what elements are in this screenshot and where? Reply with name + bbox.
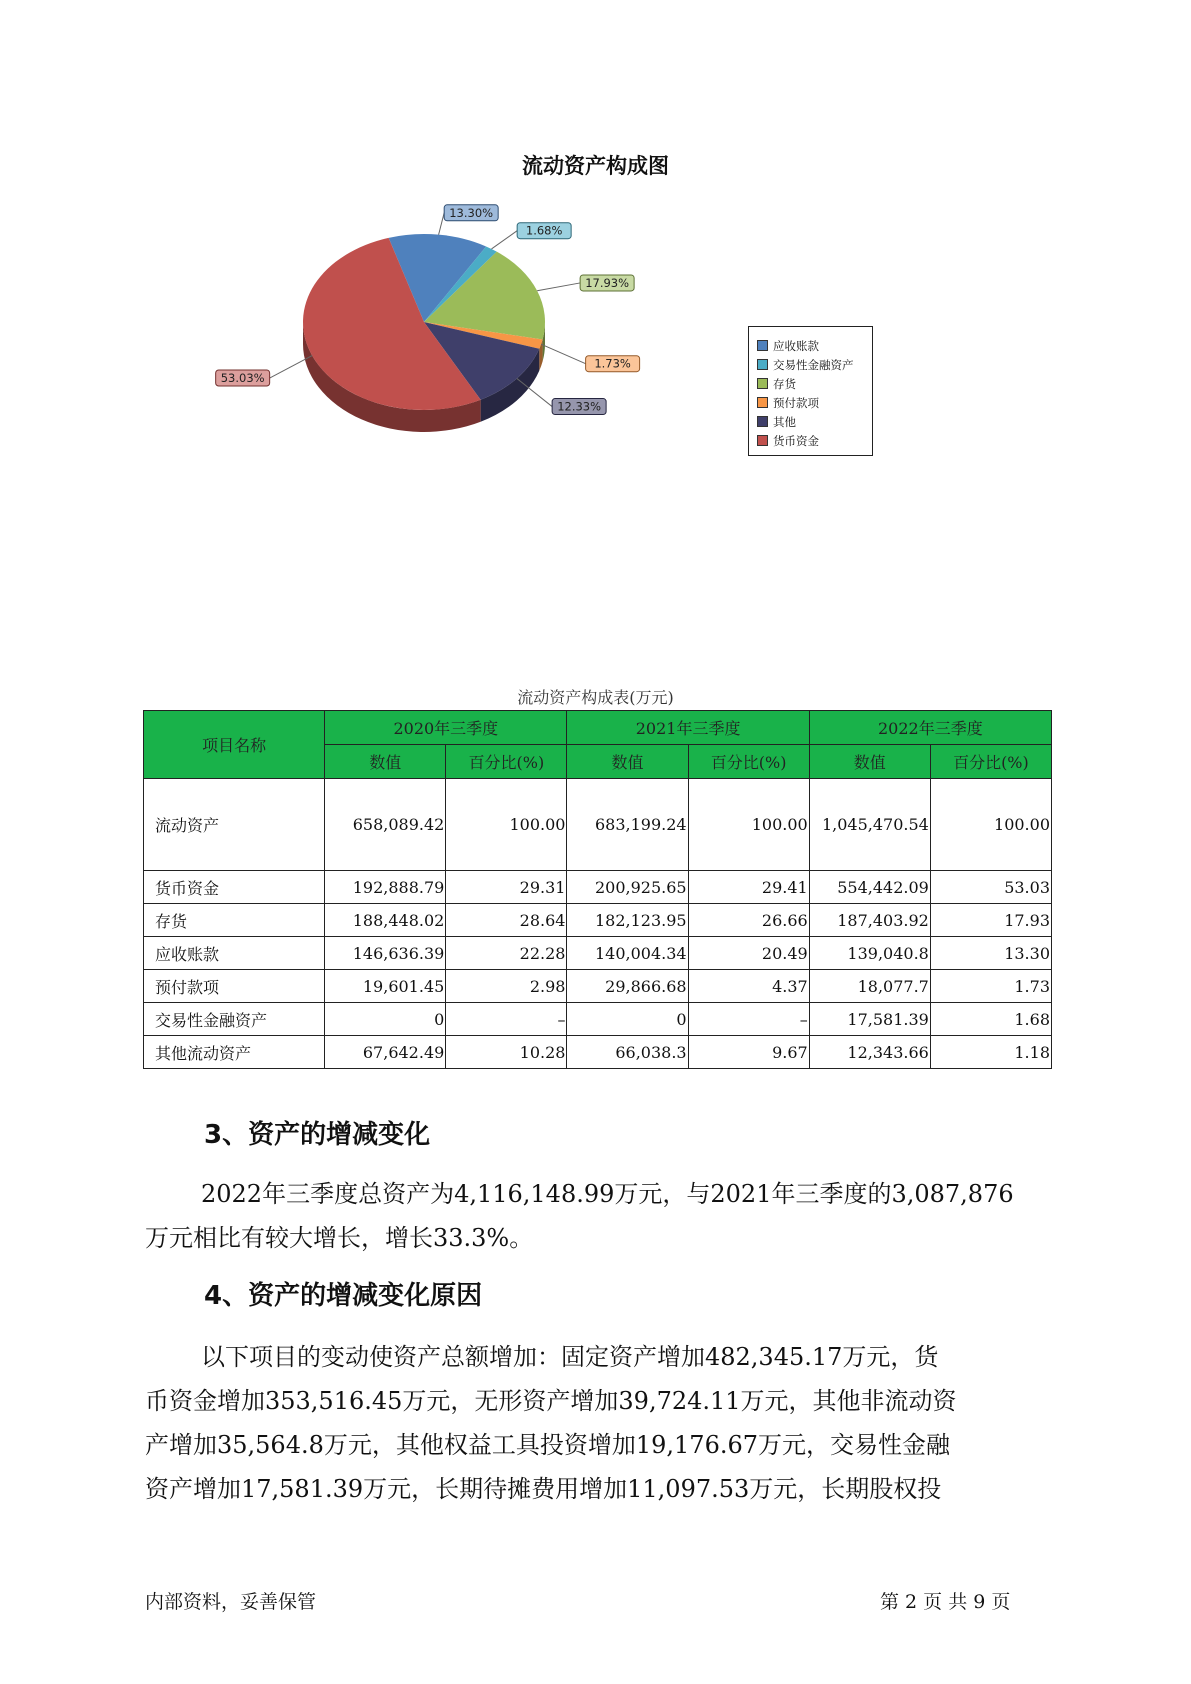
cell-percent: 9.67 [688, 1036, 809, 1069]
cell-percent: 2.98 [446, 970, 567, 1003]
table-row [144, 779, 1052, 871]
legend-swatch [757, 416, 768, 427]
cell-value: 66,038.3 [567, 1036, 688, 1069]
cell-percent: 1.73 [930, 970, 1051, 1003]
legend-item [749, 374, 872, 393]
legend-item [749, 393, 872, 412]
section-3-paragraph [145, 1172, 1090, 1260]
paragraph-line: 2022年三季度总资产为4,116,148.99万元，与2021年三季度的3,087,876 [201, 1180, 1014, 1208]
row-item-name: 货币资金 [144, 871, 325, 904]
cell-value: 19,601.45 [325, 970, 446, 1003]
leader-line [270, 356, 313, 378]
cell-value: 658,089.42 [325, 779, 446, 871]
chart-legend [748, 326, 873, 456]
slice-label [216, 370, 270, 386]
current-assets-table [143, 710, 1052, 1069]
legend-item [749, 336, 872, 355]
cell-value: 192,888.79 [325, 871, 446, 904]
slice-value-label: 53.03% [220, 371, 265, 386]
cell-value: 554,442.09 [809, 871, 930, 904]
cell-percent: 29.31 [446, 871, 567, 904]
header-item-name: 项目名称 [144, 711, 325, 779]
cell-percent: 22.28 [446, 937, 567, 970]
legend-swatch [757, 340, 768, 351]
cell-value: 683,199.24 [567, 779, 688, 871]
slice-value-label: 13.30% [449, 205, 494, 220]
table-row [144, 937, 1052, 970]
cell-value: 188,448.02 [325, 904, 446, 937]
cell-value: 1,045,470.54 [809, 779, 930, 871]
cell-percent: 28.64 [446, 904, 567, 937]
cell-value: 200,925.65 [567, 871, 688, 904]
slice-label [444, 205, 498, 221]
legend-label: 交易性金融资产 [773, 357, 854, 372]
cell-value: 18,077.7 [809, 970, 930, 1003]
slice-label [517, 223, 571, 239]
header-percent: 百分比(%) [446, 745, 567, 779]
cell-percent: 1.18 [930, 1036, 1051, 1069]
legend-label: 存货 [773, 376, 796, 391]
table-row [144, 1003, 1052, 1036]
paragraph-line: 币资金增加353,516.45万元，无形资产增加39,724.11万元，其他非流动资 [145, 1387, 957, 1415]
cell-percent: 17.93 [930, 904, 1051, 937]
row-item-name: 存货 [144, 904, 325, 937]
slice-value-label: 17.93% [585, 275, 630, 290]
legend-swatch [757, 397, 768, 408]
table-caption: 流动资产构成表(万元) [517, 688, 674, 707]
cell-value: 139,040.8 [809, 937, 930, 970]
cell-value: 17,581.39 [809, 1003, 930, 1036]
legend-item [749, 412, 872, 431]
cell-value: 182,123.95 [567, 904, 688, 937]
table-row [144, 970, 1052, 1003]
cell-percent: 100.00 [930, 779, 1051, 871]
paragraph-line: 产增加35,564.8万元，其他权益工具投资增加19,176.67万元，交易性金融 [145, 1431, 951, 1459]
cell-value: 187,403.92 [809, 904, 930, 937]
cell-value: 0 [567, 1003, 688, 1036]
legend-label: 其他 [773, 414, 796, 429]
header-value: 数值 [325, 745, 446, 779]
row-item-name: 预付款项 [144, 970, 325, 1003]
cell-percent: – [688, 1003, 809, 1036]
slice-label [580, 275, 634, 291]
slice-value-label: 1.73% [594, 356, 631, 371]
row-item-name: 应收账款 [144, 937, 325, 970]
cell-value: 140,004.34 [567, 937, 688, 970]
legend-item [749, 431, 872, 450]
paragraph-line: 以下项目的变动使资产总额增加：固定资产增加482,345.17万元，货 [201, 1343, 939, 1371]
cell-percent: – [446, 1003, 567, 1036]
leader-line [537, 283, 580, 291]
cell-percent: 4.37 [688, 970, 809, 1003]
header-year-2020: 2020年三季度 [325, 711, 567, 745]
slice-label [586, 356, 640, 372]
legend-item [749, 355, 872, 374]
cell-percent: 26.66 [688, 904, 809, 937]
footer-confidential-note: 内部资料，妥善保管 [145, 1591, 317, 1613]
row-item-name: 交易性金融资产 [144, 1003, 325, 1036]
cell-percent: 13.30 [930, 937, 1051, 970]
cell-value: 12,343.66 [809, 1036, 930, 1069]
header-percent: 百分比(%) [930, 745, 1051, 779]
section-4-heading: 4、资产的增减变化原因 [204, 1281, 483, 1311]
cell-percent: 20.49 [688, 937, 809, 970]
section-3-heading: 3、资产的增减变化 [204, 1120, 431, 1150]
paragraph-line: 资产增加17,581.39万元，长期待摊费用增加11,097.53万元，长期股权投 [145, 1475, 942, 1503]
section-4-paragraph [145, 1335, 1090, 1511]
table-row [144, 871, 1052, 904]
row-item-name: 其他流动资产 [144, 1036, 325, 1069]
legend-label: 应收账款 [773, 338, 819, 353]
table-row [144, 1036, 1052, 1069]
legend-swatch [757, 435, 768, 446]
slice-value-label: 12.33% [557, 399, 602, 414]
chart-title: 流动资产构成图 [522, 154, 669, 178]
legend-label: 货币资金 [773, 433, 819, 448]
slice-label [552, 399, 606, 415]
cell-value: 0 [325, 1003, 446, 1036]
cell-percent: 100.00 [688, 779, 809, 871]
cell-percent: 29.41 [688, 871, 809, 904]
header-year-2022: 2022年三季度 [809, 711, 1051, 745]
footer-page-number: 第 2 页 共 9 页 [880, 1591, 1011, 1613]
cell-value: 29,866.68 [567, 970, 688, 1003]
legend-swatch [757, 378, 768, 389]
paragraph-line: 万元相比有较大增长，增长33.3%。 [145, 1224, 534, 1252]
header-value: 数值 [809, 745, 930, 779]
pie-chart [0, 0, 1191, 520]
cell-percent: 100.00 [446, 779, 567, 871]
table-row [144, 904, 1052, 937]
cell-value: 146,636.39 [325, 937, 446, 970]
leader-line [439, 213, 445, 235]
header-year-2021: 2021年三季度 [567, 711, 809, 745]
cell-percent: 10.28 [446, 1036, 567, 1069]
cell-value: 67,642.49 [325, 1036, 446, 1069]
header-value: 数值 [567, 745, 688, 779]
legend-label: 预付款项 [773, 395, 819, 410]
header-percent: 百分比(%) [688, 745, 809, 779]
leader-line [541, 344, 586, 364]
cell-percent: 53.03 [930, 871, 1051, 904]
legend-swatch [757, 359, 768, 370]
slice-value-label: 1.68% [525, 223, 563, 238]
row-item-name: 流动资产 [144, 779, 325, 871]
cell-percent: 1.68 [930, 1003, 1051, 1036]
leader-line [491, 231, 517, 249]
